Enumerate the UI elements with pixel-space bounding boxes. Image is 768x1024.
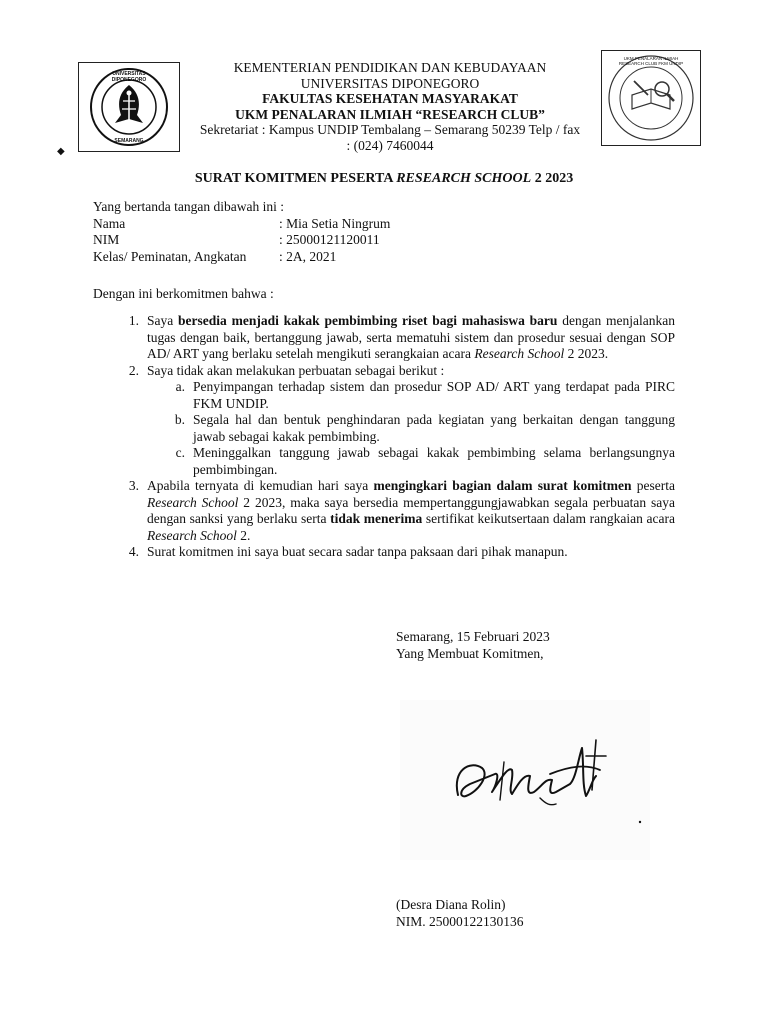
signer-nim: NIM. 25000122130136 bbox=[396, 914, 524, 929]
list-item bbox=[93, 478, 675, 544]
list-item bbox=[93, 544, 675, 561]
handwritten-signature-icon bbox=[400, 700, 650, 860]
item-text: Apabila ternyata di kemudian hari saya mengingkari bagian dalam surat komitmen peserta Research School 2 2023, maka saya bersedia mempertanggungjawabkan segala perbuatan saya dengan sanksi yang berlaku serta tidak menerima sertifikat keikutsertaan dalam rangkaian acara Research School 2. bbox=[147, 478, 675, 543]
left-logo-text-bottom: SEMARANG bbox=[114, 138, 144, 144]
document-title bbox=[0, 171, 768, 187]
signer-identity bbox=[396, 896, 524, 930]
signature-header bbox=[396, 628, 550, 662]
sub-item-text: Meninggalkan tanggung jawab sebagai kakak pembimbing selama berlangsungnya pembimbingan. bbox=[193, 445, 675, 477]
sub-item-letter: a. bbox=[175, 379, 185, 394]
signature-image bbox=[400, 700, 650, 860]
title-suffix: 2 2023 bbox=[531, 171, 574, 186]
right-logo bbox=[601, 50, 701, 146]
faculty-line: FAKULTAS KESEHATAN MASYARAKAT bbox=[262, 91, 518, 106]
item-number: 2. bbox=[128, 362, 139, 378]
commitment-list bbox=[93, 313, 675, 561]
sub-list-item bbox=[139, 412, 675, 445]
sub-item-text: Segala hal dan bentuk penghindaran pada kegiatan yang berkaitan dengan tanggung jawab sebagai kakak pembimbing. bbox=[193, 412, 675, 444]
list-item bbox=[93, 313, 675, 363]
identity-block bbox=[93, 199, 675, 265]
item-number: 3. bbox=[128, 478, 139, 493]
university-line: UNIVERSITAS DIPONEGORO bbox=[300, 75, 480, 91]
sub-item-text: Penyimpangan terhadap sistem dan prosedur SOP AD/ ART yang terdapat pada PIRC FKM UNDIP. bbox=[193, 379, 675, 411]
identity-row-nim bbox=[93, 232, 675, 249]
sub-list-item bbox=[139, 445, 675, 478]
letterhead bbox=[180, 60, 600, 153]
intro-text: Yang bertanda tangan dibawah ini : bbox=[93, 199, 284, 214]
place-date: Semarang, 15 Februari 2023 bbox=[396, 629, 550, 644]
phone-line: : (024) 7460044 bbox=[346, 137, 434, 153]
identity-label: Nama bbox=[93, 215, 126, 231]
title-prefix: SURAT KOMITMEN PESERTA bbox=[194, 171, 397, 186]
secretariat-line: Sekretariat : Kampus UNDIP Tembalang – Semarang 50239 Telp / fax bbox=[199, 122, 581, 137]
commit-intro: Dengan ini berkomitmen bahwa : bbox=[93, 286, 274, 301]
identity-value: : 2A, 2021 bbox=[279, 248, 337, 264]
sub-item-letter: c. bbox=[175, 445, 185, 460]
ukm-line: UKM PENALARAN ILMIAH “RESEARCH CLUB” bbox=[235, 106, 545, 122]
identity-label: NIM bbox=[93, 232, 120, 247]
identity-value: : Mia Setia Ningrum bbox=[279, 215, 391, 231]
sub-item-letter: b. bbox=[174, 412, 185, 427]
item-text: Surat komitmen ini saya buat secara sadar tanpa paksaan dari pihak manapun. bbox=[147, 544, 568, 559]
signer-role: Yang Membuat Komitmen, bbox=[396, 646, 544, 661]
identity-row-name bbox=[93, 216, 675, 233]
ministry-line: KEMENTERIAN PENDIDIKAN DAN KEBUDAYAAN bbox=[233, 60, 547, 75]
signer-name: (Desra Diana Rolin) bbox=[396, 897, 506, 912]
item-number: 1. bbox=[128, 313, 139, 328]
item-number: 4. bbox=[128, 544, 139, 559]
identity-value: : 25000121120011 bbox=[279, 232, 380, 247]
list-item bbox=[93, 363, 675, 380]
identity-row-class bbox=[93, 249, 675, 266]
diamond-bullet-icon: ◆ bbox=[57, 146, 65, 157]
sub-list-item bbox=[139, 379, 675, 412]
identity-label: Kelas/ Peminatan, Angkatan bbox=[93, 248, 247, 264]
left-logo bbox=[78, 62, 180, 152]
item-text: Saya tidak akan melakukan perbuatan sebagai berikut : bbox=[147, 362, 445, 378]
item-text: Saya bersedia menjadi kakak pembimbing riset bagi mahasiswa baru dengan menjalankan tugas dengan baik, bertanggung jawab, serta mematuhi sistem dan prosedur sesuai dengan SOP AD/ ART yang berlaku setelah mengikuti serangkaian acara Research School 2 2023. bbox=[147, 313, 675, 361]
title-italic: RESEARCH SCHOOL bbox=[396, 171, 532, 186]
left-logo-text-top: UNIVERSITAS DIPONEGORO bbox=[111, 71, 147, 83]
right-logo-ring-text: UKM PENALARAN ILMIAH RESEARCH CLUB FKM UNDIP bbox=[618, 56, 684, 66]
